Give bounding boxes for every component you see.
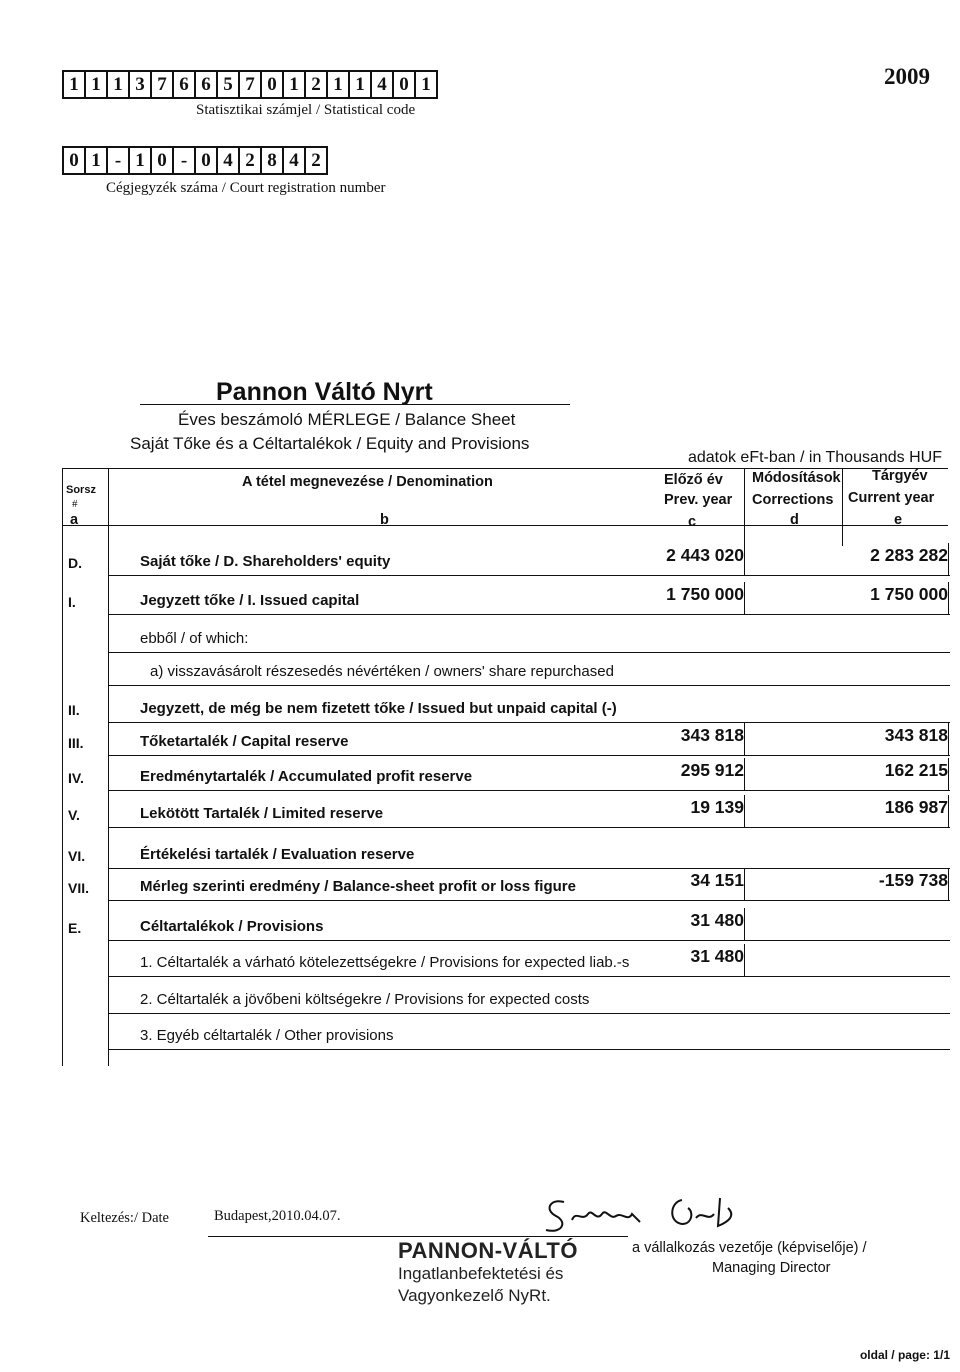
statistical-code-digit-box: 7 [238,70,262,99]
header-cur-hu: Tárgyév [872,468,928,484]
row-current-year-value: 1 750 000 [870,584,948,604]
row-rule [108,575,950,576]
statistical-code-caption: Statisztikai számjel / Statistical code [196,102,416,118]
court-code-digit-box: 0 [194,146,218,175]
header-bottom-line [62,525,948,526]
statistical-code-digit-box: 0 [392,70,416,99]
court-code-digit-box: 2 [304,146,328,175]
statistical-code-digit-box: 5 [216,70,240,99]
report-year: 2009 [884,64,930,89]
court-code-digit-box: 0 [150,146,174,175]
row-number: VII. [68,880,90,896]
row-label: a) visszavásárolt részesedés névértéken / owners' share repurchased [150,663,614,680]
court-code-digit-box: 1 [128,146,152,175]
row-number: D. [68,555,82,571]
corr-column-line [842,468,843,546]
header-hash: # [72,498,78,510]
header-e: e [894,512,903,528]
row-prev-year-value: 31 480 [690,910,744,930]
row-label: Tőketartalék / Capital reserve [140,733,349,750]
statistical-code-boxes [62,70,436,99]
statistical-code-digit-box: 6 [194,70,218,99]
current-value-divider [948,868,949,900]
court-registration-caption: Cégjegyzék száma / Court registration number [106,180,386,196]
prev-value-divider [744,543,745,575]
row-prev-year-value: 343 818 [680,725,744,745]
header-corr-hu: Módosítások [752,470,841,486]
prev-value-divider [744,758,745,790]
row-label: Értékelési tartalék / Evaluation reserve [140,846,415,863]
row-current-year-value: 2 283 282 [870,545,948,565]
prev-value-divider [744,908,745,940]
statistical-code-digit-box: 4 [370,70,394,99]
row-label: Eredménytartalék / Accumulated profit reserve [140,768,473,785]
row-rule [108,940,950,941]
stamp-line-3: Vagyonkezelő NyRt. [398,1286,551,1305]
prev-column-line [744,468,745,546]
court-code-digit-box: 4 [216,146,240,175]
row-label: Céltartalékok / Provisions [140,918,324,935]
court-code-digit-box: 8 [260,146,284,175]
row-current-year-value: 162 215 [884,760,948,780]
header-prev-hu: Előző év [664,472,723,488]
statistical-code-digit-box: 1 [62,70,86,99]
header-sorsz: Sorsz [66,484,96,496]
row-current-year-value: -159 738 [878,870,948,890]
row-label: ebből / of which: [140,630,249,647]
row-number: III. [68,735,84,751]
row-prev-year-value: 1 750 000 [666,584,744,604]
row-rule [108,722,950,723]
row-rule [108,1049,950,1050]
statistical-code-digit-box: 1 [84,70,108,99]
statistical-code-digit-box: 0 [260,70,284,99]
row-label: Jegyzett tőke / I. Issued capital [140,592,360,609]
subtitle-balance-sheet: Éves beszámoló MÉRLEGE / Balance Sheet [178,410,516,429]
row-rule [108,868,950,869]
row-rule [108,614,950,615]
prev-value-divider [744,795,745,827]
prev-value-divider [744,868,745,900]
row-number: IV. [68,770,84,786]
row-rule [108,685,950,686]
row-rule [108,900,950,901]
header-c: c [688,514,697,530]
row-label: 2. Céltartalék a jövőbeni költségekre / Provisions for expected costs [140,991,590,1008]
header-corr-en: Corrections [752,492,834,508]
row-label: 1. Céltartalék a várható kötelezettségekre / Provisions for expected liab.-s [140,954,630,971]
header-d: d [790,512,799,528]
statistical-code-digit-box: 1 [348,70,372,99]
court-code-digit-box: - [106,146,130,175]
title-rule [140,404,570,405]
row-prev-year-value: 31 480 [690,946,744,966]
current-value-divider [948,795,949,827]
row-rule [108,790,950,791]
table-top-line [62,468,948,469]
current-value-divider [948,582,949,614]
statistical-code-digit-box: 1 [282,70,306,99]
header-b: b [380,512,389,528]
signer-title-en: Managing Director [712,1260,831,1276]
subtitle-equity-provisions: Saját Tőke és a Céltartalékok / Equity and Provisions [130,434,530,453]
court-code-digit-box: - [172,146,196,175]
row-rule [108,976,950,977]
row-label: Jegyzett, de még be nem fizetett tőke / Issued but unpaid capital (-) [140,700,617,717]
header-cur-en: Current year [848,490,935,506]
row-number: I. [68,594,76,610]
current-value-divider [948,723,949,755]
prev-value-divider [744,582,745,614]
row-number: V. [68,807,80,823]
prev-value-divider [744,723,745,755]
row-rule [108,827,950,828]
stamp-line-1: PANNON-VÁLTÓ [398,1238,578,1263]
statistical-code-digit-box: 2 [304,70,328,99]
row-prev-year-value: 34 151 [690,870,744,890]
row-current-year-value: 343 818 [884,725,948,745]
company-name: Pannon Váltó Nyrt [216,378,433,406]
row-rule [108,755,950,756]
header-a: a [70,512,79,528]
header-denomination: A tétel megnevezése / Denomination [242,474,493,490]
statistical-code-digit-box: 1 [414,70,438,99]
row-label: Mérleg szerinti eredmény / Balance-sheet profit or loss figure [140,878,576,895]
row-current-year-value: 186 987 [884,797,948,817]
date-value: Budapest,2010.04.07. [214,1208,341,1224]
prev-value-divider [744,944,745,976]
current-value-divider [948,758,949,790]
header-prev-en: Prev. year [664,492,733,508]
row-rule [108,1013,950,1014]
row-prev-year-value: 295 912 [680,760,744,780]
page-number: oldal / page: 1/1 [859,1348,950,1362]
court-registration-boxes [62,146,326,175]
statistical-code-digit-box: 3 [128,70,152,99]
row-label: Lekötött Tartalék / Limited reserve [140,805,384,822]
row-number: II. [68,702,80,718]
statistical-code-digit-box: 1 [106,70,130,99]
row-label: Saját tőke / D. Shareholders' equity [140,553,391,570]
current-value-divider [948,543,949,575]
signature-image [532,1192,772,1242]
court-code-digit-box: 4 [282,146,306,175]
statistical-code-digit-box: 1 [326,70,350,99]
statistical-code-digit-box: 6 [172,70,196,99]
court-code-digit-box: 1 [84,146,108,175]
row-prev-year-value: 2 443 020 [666,545,744,565]
date-label: Keltezés:/ Date [80,1210,169,1226]
statistical-code-digit-box: 7 [150,70,174,99]
court-code-digit-box: 2 [238,146,262,175]
row-number: VI. [68,848,86,864]
stamp-line-2: Ingatlanbefektetési és [398,1264,564,1283]
court-code-digit-box: 0 [62,146,86,175]
signer-title-hu: a vállalkozás vezetője (képviselője) / [632,1240,867,1256]
row-number: E. [68,920,82,936]
table-left-line [62,468,63,1066]
row-rule [108,652,950,653]
units-note: adatok eFt-ban / in Thousands HUF [687,449,942,466]
row-label: 3. Egyéb céltartalék / Other provisions [140,1027,394,1044]
row-prev-year-value: 19 139 [690,797,744,817]
